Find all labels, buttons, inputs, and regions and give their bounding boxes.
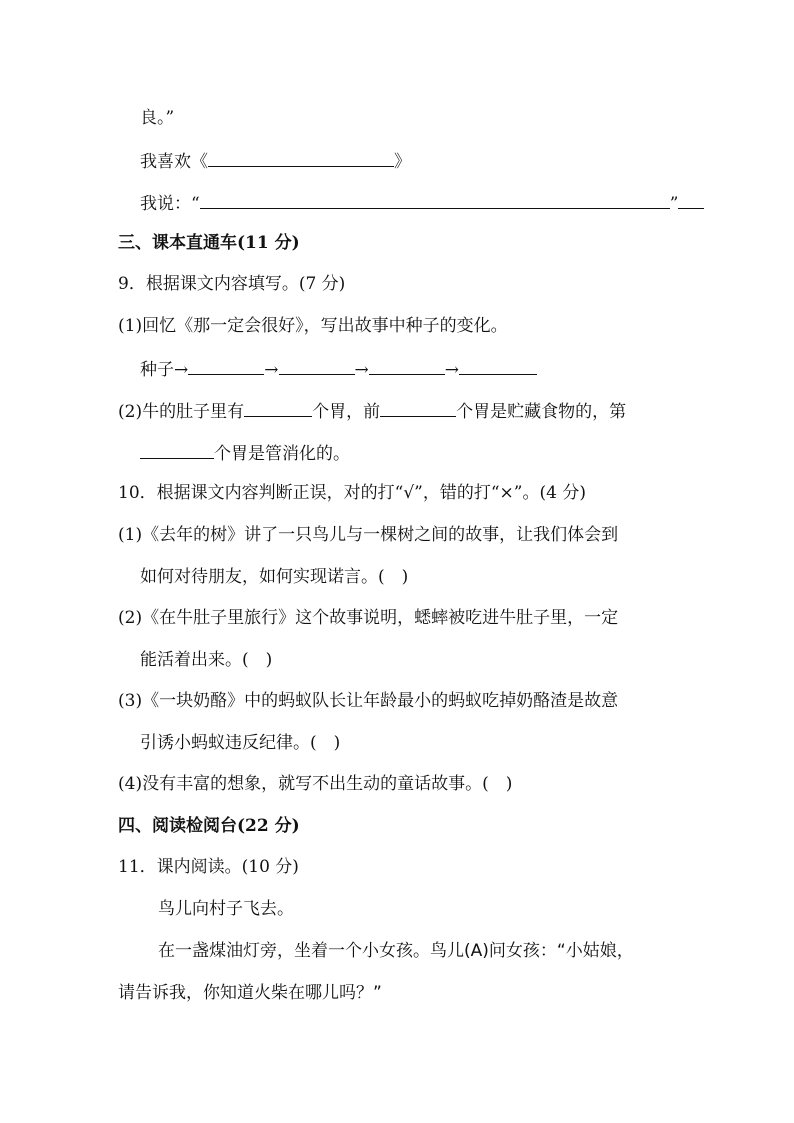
story-paragraph-1: 鸟儿向村子飞去。 [158,899,294,919]
q10-item-3-line-2[interactable]: 引诱小蚂蚁违反纪律。( ) [140,733,341,753]
q10-item-2-line-1: (2)《在牛肚子里旅行》这个故事说明，蟋蟀被吃进牛肚子里，一定 [118,608,619,628]
story-paragraph-2-line-1: 在一盏煤油灯旁，坐着一个小女孩。鸟儿(A)问女孩：“小姑娘， [158,941,634,961]
stomach-digest-blank[interactable] [140,440,214,459]
stomach-text-d: 个胃是管消化的。 [214,444,350,464]
q10-item-2-line-2[interactable]: 能活着出来。( ) [140,650,273,670]
arrow-1: → [264,360,279,380]
q10-item-1-line-2[interactable]: 如何对待朋友，如何实现诺言。( ) [140,567,409,587]
stomach-front-blank[interactable] [380,398,456,417]
like-blank[interactable] [208,148,394,167]
arrow-2: → [354,360,369,380]
say-prefix: 我说：“ [140,194,200,214]
question-9-part-2-cont [140,440,350,466]
section-3-heading: 三、课本直通车(11 分) [118,233,300,253]
seed-blank-2[interactable] [279,356,355,375]
question-11-title: 11．课内阅读。(10 分) [118,857,299,877]
stomach-count-blank[interactable] [244,398,312,417]
seed-blank-4[interactable] [459,356,537,375]
question-9-part-2 [118,398,626,424]
like-suffix: 》 [394,152,411,172]
q10-item-3-line-1: (3)《一块奶酪》中的蚂蚁队长让年龄最小的蚂蚁吃掉奶酪渣是故意 [118,691,619,711]
seed-blank-1[interactable] [188,356,264,375]
story-paragraph-2-line-2: 请告诉我，你知道火柴在哪儿吗？” [118,983,382,1003]
seed-start: 种子→ [140,360,189,380]
stomach-text-c: 个胃是贮藏食物的，第 [456,402,627,422]
stomach-text-a: (2)牛的肚子里有 [118,402,245,422]
q10-item-4[interactable]: (4)没有丰富的想象，就写不出生动的童话故事。( ) [118,774,513,794]
question-9-title: 9．根据课文内容填写。(7 分) [118,274,346,294]
question-9-part-1: (1)回忆《那一定会很好》，写出故事中种子的变化。 [118,316,508,336]
like-prefix: 我喜欢《 [140,152,208,172]
say-suffix: ” [669,194,679,214]
stomach-text-b: 个胃，前 [312,402,381,422]
question-10-title: 10．根据课文内容判断正误，对的打“√”，错的打“×”。(4 分) [118,483,586,503]
say-sentence [140,190,704,216]
say-tail-line [678,190,704,209]
seed-blank-3[interactable] [369,356,445,375]
intro-line: 良。” [140,108,175,128]
arrow-3: → [444,360,459,380]
q10-item-1-line-1: (1)《去年的树》讲了一只鸟儿与一棵树之间的故事，让我们体会到 [118,525,619,545]
say-blank[interactable] [200,190,670,209]
like-sentence [140,148,411,174]
section-4-heading: 四、阅读检阅台(22 分) [118,816,300,836]
seed-chain [140,356,537,382]
